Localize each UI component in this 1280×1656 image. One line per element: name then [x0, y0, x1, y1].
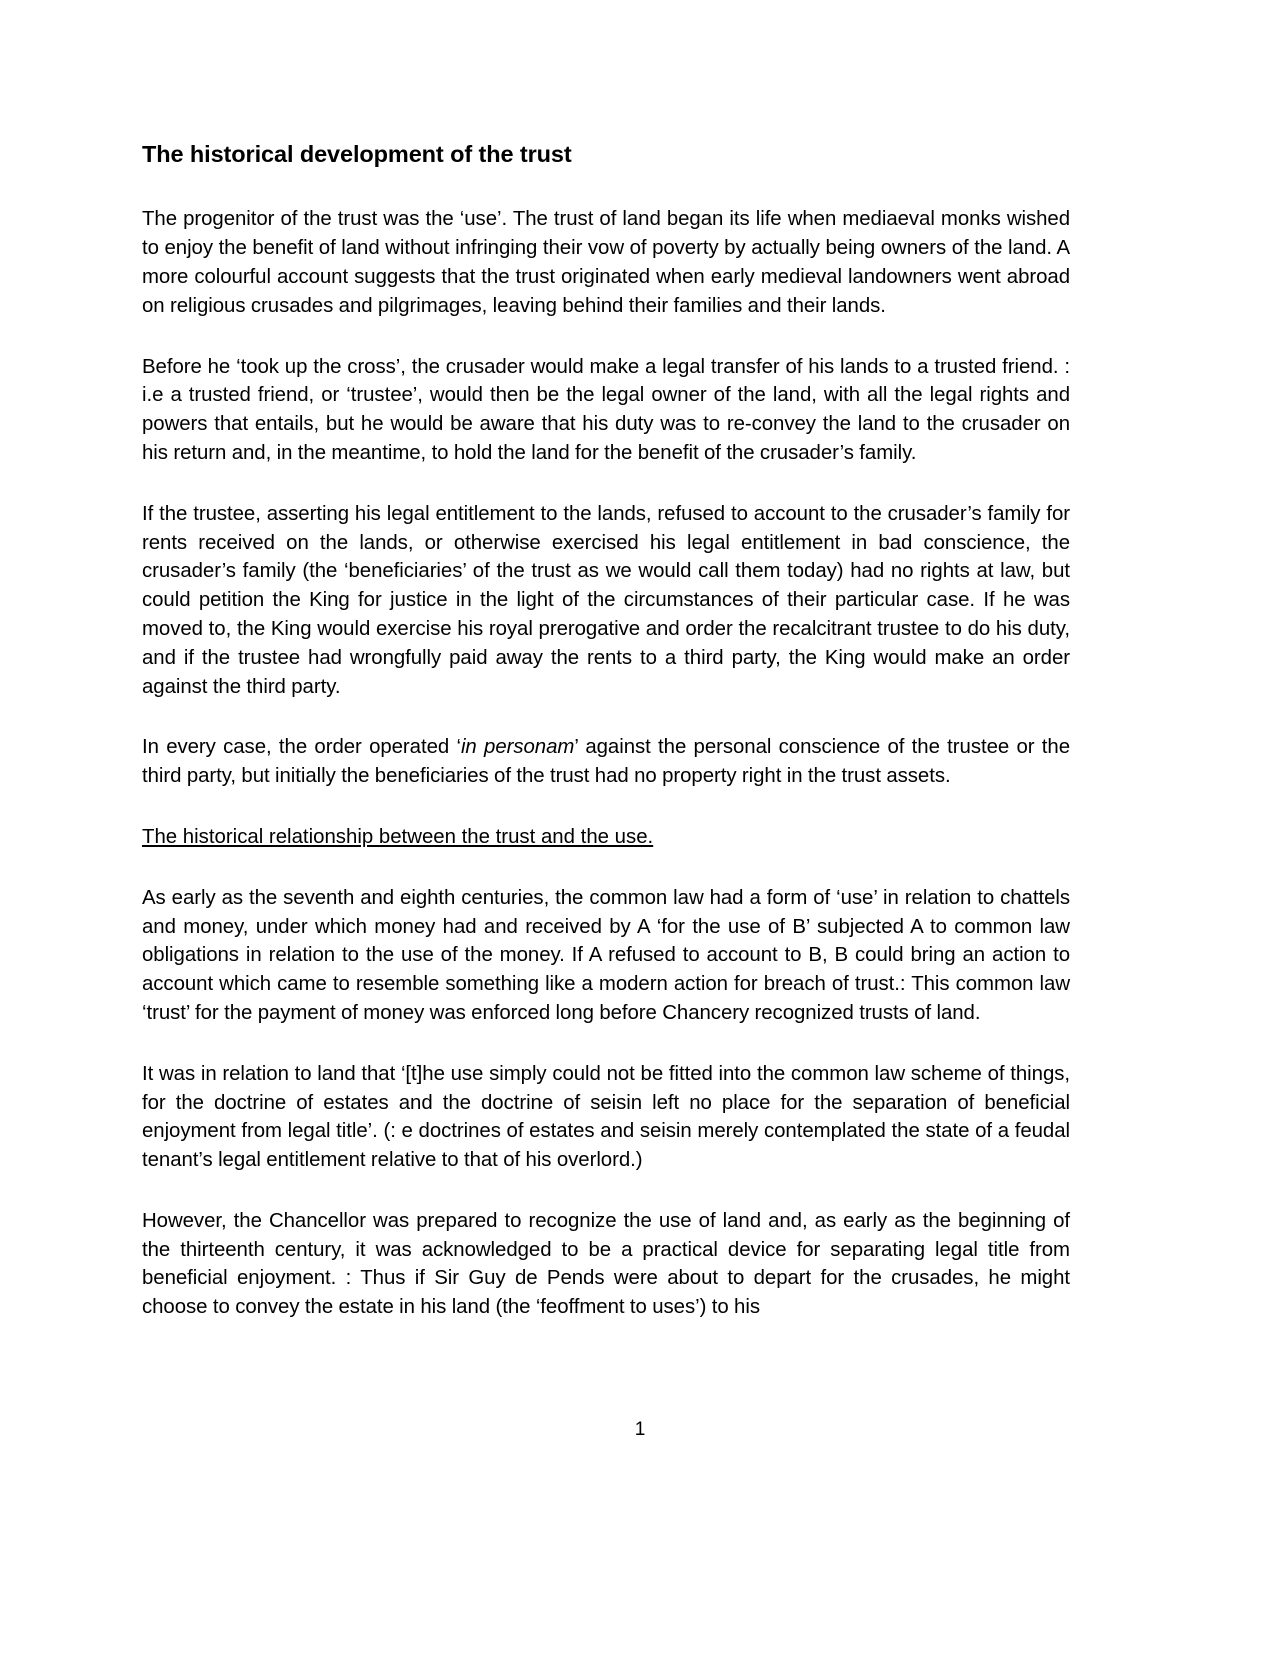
paragraph-in-personam-text-after: ’ against the personal conscience of the trustee or the third party, but initially the beneficiaries of the trust had no property right in the trust assets.	[142, 736, 1071, 788]
section-subheading	[142, 823, 1070, 852]
page-number: 1	[634, 1419, 646, 1440]
document-body	[142, 140, 1070, 1322]
paragraph-in-personam-text-before: In every case, the order operated ‘	[142, 736, 461, 759]
section-subheading-label: The historical relationship between the trust and the use.	[142, 825, 654, 848]
paragraph-seventh-eighth-centuries: As early as the seventh and eighth centuries, the common law had a form of ‘use’ in relation to chattels and money, under which money had and received by A ‘for the use of B’ subjected A to common law obligations in relation to the use of the money. If A refused to account to B, B could bring an action to account which came to resemble something like a modern action for breach of trust.: This common law ‘trust’ for the payment of money was enforced long before Chancery recognized trusts of land.	[142, 886, 1070, 1024]
paragraph-trustee-refusal: If the trustee, asserting his legal entitlement to the lands, refused to account to the crusader’s family for rents received on the lands, or otherwise exercised his legal entitlement in bad conscience, the crusader’s family (the ‘beneficiaries’ of the trust as we would call them today) had no rights at law, but could petition the King for justice in the light of the circumstances of their particular case. If he was moved to, the King would exercise his royal prerogative and order the recalcitrant trustee to do his duty, and if the trustee had wrongfully paid away the rents to a third party, the King would make an order against the third party.	[142, 502, 1070, 698]
latin-term-in-personam: in personam	[460, 736, 575, 759]
page-title: The historical development of the trust	[142, 141, 572, 167]
paragraph-chancellor-recognized-use: However, the Chancellor was prepared to recognize the use of land and, as early as the beginning of the thirteenth century, it was acknowledged to be a practical device for separating legal title from beneficial enjoyment. : Thus if Sir Guy de Pends were about to depart for the crusades, he might choose to convey the estate in his land (the ‘feoffment to uses’) to his	[142, 1209, 1070, 1319]
paragraph-progenitor-of-the-trust: The progenitor of the trust was the ‘use’. The trust of land began its life when mediaeval monks wished to enjoy the benefit of land without infringing their vow of poverty by actually being owners of the land. A more colourful account suggests that the trust originated when early medieval landowners went abroad on religious crusades and pilgrimages, leaving behind their families and their lands.	[142, 208, 1070, 317]
paragraph-crusader-transfer: Before he ‘took up the cross’, the crusader would make a legal transfer of his lands to a trusted friend. : i.e a trusted friend, or ‘trustee’, would then be the legal owner of the land, with all the legal rights and powers that entails, but he would be aware that his duty was to re-convey the land to the crusader on his return and, in the meantime, to hold the land for the benefit of the crusader’s family.	[142, 355, 1070, 464]
paragraph-in-personam	[142, 733, 1070, 791]
paragraph-use-and-common-law-scheme: It was in relation to land that ‘[t]he use simply could not be fitted into the common law scheme of things, for the doctrine of estates and the doctrine of seisin left no place for the separation of beneficial enjoyment from legal title’. (: e doctrines of estates and seisin merely contemplated the state of a feudal tenant’s legal entitlement relative to that of his overlord.)	[142, 1062, 1070, 1172]
